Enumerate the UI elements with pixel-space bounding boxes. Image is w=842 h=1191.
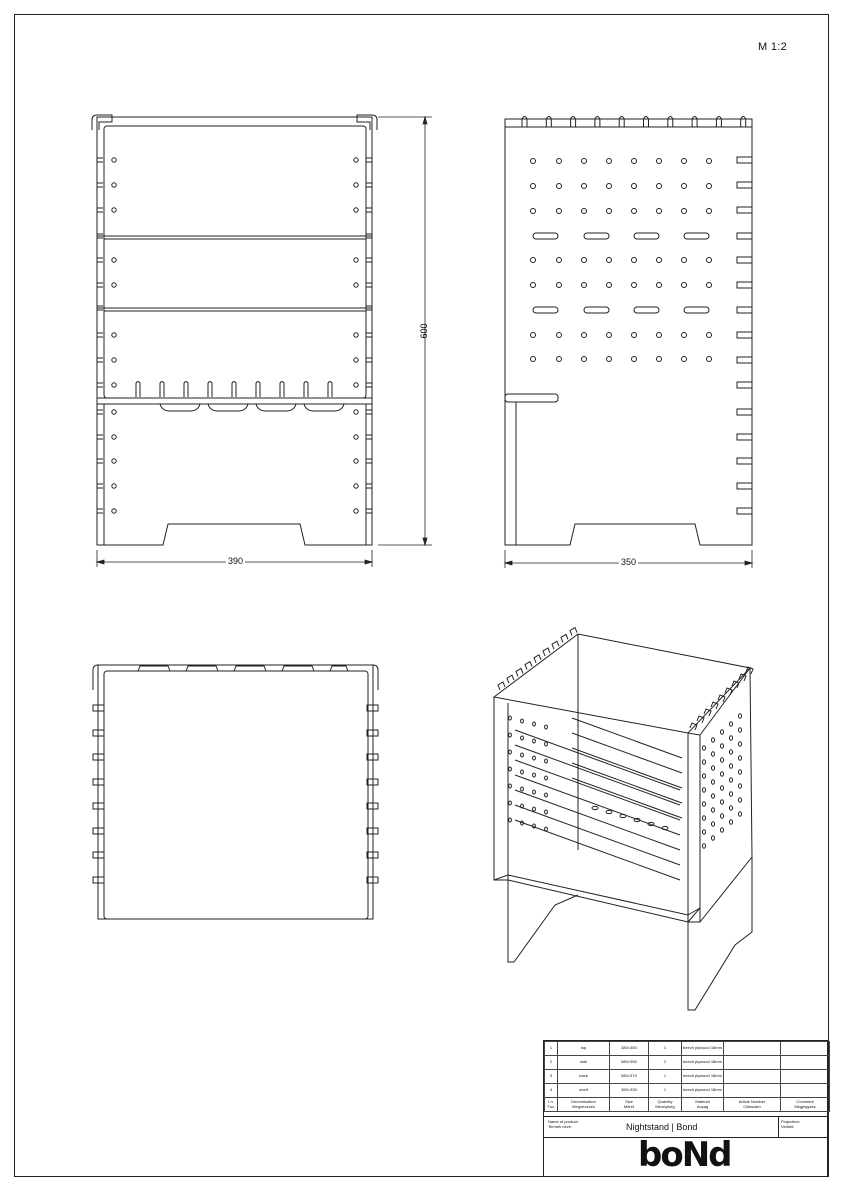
side-hole	[531, 159, 536, 164]
iso-hole	[509, 801, 512, 805]
table-cell-denomination: shelf	[558, 1084, 610, 1098]
table-cell-no: 3	[545, 1070, 558, 1084]
iso-right-finger	[725, 688, 732, 695]
table-cell-quantity: 1	[649, 1070, 682, 1084]
table-header-material: Material Anyag	[682, 1098, 724, 1112]
iso-hole	[521, 719, 524, 723]
front-edge-slot	[97, 208, 103, 212]
side-hole	[632, 209, 637, 214]
side-right-finger	[737, 257, 752, 263]
side-slot	[634, 307, 659, 313]
side-hole	[657, 159, 662, 164]
iso-hole	[730, 778, 733, 782]
side-hole	[557, 184, 562, 189]
iso-hole	[545, 742, 548, 746]
iso-top-finger	[498, 682, 505, 690]
side-hole	[531, 184, 536, 189]
side-hole	[582, 159, 587, 164]
table-cell-quantity: 1	[649, 1084, 682, 1098]
front-tabs	[136, 382, 344, 412]
table-cell-article-number	[724, 1070, 781, 1084]
dim-height-label: 600	[419, 323, 429, 339]
front-hole	[112, 183, 116, 187]
iso-hole	[739, 728, 742, 732]
side-top-finger	[644, 117, 649, 128]
iso-hole	[721, 828, 724, 832]
front-edge-slot	[366, 183, 372, 187]
side-right-finger	[737, 182, 752, 188]
iso-top-finger	[525, 662, 532, 670]
front-edge-slot	[97, 509, 103, 513]
front-edge-slot	[366, 484, 372, 488]
side-hole	[707, 357, 712, 362]
side-hole	[707, 184, 712, 189]
table-header-article-number: Article Number Cikkszám	[724, 1098, 781, 1112]
side-hole	[682, 258, 687, 263]
iso-hole	[730, 750, 733, 754]
table-header-quantity: Quantity Mennyiség	[649, 1098, 682, 1112]
side-hole	[632, 357, 637, 362]
front-edge-slot	[366, 333, 372, 337]
side-slot	[533, 307, 558, 313]
table-cell-comment	[781, 1084, 830, 1098]
side-right-finger	[737, 207, 752, 213]
table-cell-article-number	[724, 1084, 781, 1098]
front-edge-slot	[366, 435, 372, 439]
table-cell-article-number	[724, 1056, 781, 1070]
side-hole	[682, 184, 687, 189]
side-hole	[607, 184, 612, 189]
name-of-product-label: Name of product: Termék neve:	[548, 1119, 579, 1129]
front-hole	[354, 484, 358, 488]
side-right-finger	[737, 233, 752, 239]
iso-hole	[730, 722, 733, 726]
table-cell-quantity: 1	[649, 1042, 682, 1056]
side-hole	[607, 283, 612, 288]
front-hole	[354, 158, 358, 162]
bottom-view	[93, 665, 378, 919]
iso-hole	[662, 826, 668, 829]
side-right-finger	[737, 434, 752, 440]
front-edge-slot	[97, 358, 103, 362]
iso-hole	[739, 784, 742, 788]
table-cell-comment	[781, 1070, 830, 1084]
front-edge-slot	[366, 383, 372, 387]
iso-hole	[721, 786, 724, 790]
table-cell-comment	[781, 1056, 830, 1070]
iso-hole	[721, 800, 724, 804]
side-hole	[607, 333, 612, 338]
side-hole	[657, 209, 662, 214]
side-hole	[682, 283, 687, 288]
iso-hole	[712, 752, 715, 756]
iso-hole	[721, 772, 724, 776]
iso-hole	[509, 750, 512, 754]
iso-hole	[730, 820, 733, 824]
bottom-outline	[98, 665, 373, 919]
front-edge-slot	[366, 208, 372, 212]
table-cell-no: 4	[545, 1084, 558, 1098]
table-row	[545, 1084, 830, 1098]
side-hole	[531, 283, 536, 288]
side-hole	[531, 209, 536, 214]
iso-hole	[545, 759, 548, 763]
side-top-finger	[741, 117, 746, 128]
side-hole	[657, 258, 662, 263]
front-hole	[112, 333, 116, 337]
iso-hole	[703, 746, 706, 750]
side-hole	[531, 357, 536, 362]
iso-hole	[721, 744, 724, 748]
side-top-finger	[522, 117, 527, 128]
iso-hole	[730, 792, 733, 796]
table-cell-material: beech plywood 18mm	[682, 1056, 724, 1070]
front-hole	[112, 509, 116, 513]
iso-top-finger	[570, 628, 577, 636]
table-row	[545, 1056, 830, 1070]
iso-hole	[509, 767, 512, 771]
side-right-finger	[737, 508, 752, 514]
iso-hole	[533, 722, 536, 726]
iso-hole	[545, 810, 548, 814]
front-hole	[354, 333, 358, 337]
side-hole	[632, 283, 637, 288]
title-block	[543, 1040, 828, 1177]
side-hole	[707, 333, 712, 338]
side-top-finger	[619, 117, 624, 128]
front-hole	[354, 183, 358, 187]
front-hole	[112, 484, 116, 488]
iso-hole	[545, 725, 548, 729]
iso-hole	[712, 738, 715, 742]
iso-hole	[545, 827, 548, 831]
iso-hole	[545, 776, 548, 780]
front-hole	[354, 383, 358, 387]
front-hole	[112, 410, 116, 414]
side-top-finger	[716, 117, 721, 128]
side-hole	[682, 209, 687, 214]
front-hole	[112, 358, 116, 362]
table-cell-material: beech plywood 18mm	[682, 1084, 724, 1098]
front-edge-slot	[97, 158, 103, 162]
front-hole	[354, 509, 358, 513]
front-view	[92, 115, 377, 545]
iso-hole	[509, 733, 512, 737]
iso-top-finger	[543, 648, 550, 656]
iso-hole	[509, 716, 512, 720]
front-edge-slot	[97, 484, 103, 488]
side-hole	[557, 258, 562, 263]
iso-hole	[739, 742, 742, 746]
iso-hole	[521, 736, 524, 740]
table-cell-no: 2	[545, 1056, 558, 1070]
front-edge-slot	[97, 333, 103, 337]
projection-box	[778, 1117, 828, 1137]
dim-side-width-label: 350	[621, 557, 637, 567]
side-hole	[707, 283, 712, 288]
iso-hole	[533, 739, 536, 743]
side-hole	[557, 283, 562, 288]
side-top-finger	[668, 117, 673, 128]
iso-hole	[521, 753, 524, 757]
scale-label: M 1:2	[758, 41, 788, 53]
iso-hole	[739, 798, 742, 802]
side-hole	[582, 357, 587, 362]
side-outline	[505, 119, 752, 545]
iso-hole	[521, 787, 524, 791]
iso-hole	[712, 794, 715, 798]
side-hole	[557, 209, 562, 214]
front-hole	[112, 435, 116, 439]
side-hole	[682, 357, 687, 362]
iso-hole	[712, 780, 715, 784]
iso-hole	[521, 770, 524, 774]
front-edge-slot	[366, 459, 372, 463]
iso-top-finger	[507, 675, 514, 683]
table-cell-denomination: top	[558, 1042, 610, 1056]
side-hole	[632, 184, 637, 189]
front-hole	[112, 208, 116, 212]
front-outline	[97, 117, 372, 545]
iso-hole	[739, 756, 742, 760]
iso-hole	[712, 836, 715, 840]
iso-hole	[739, 714, 742, 718]
side-top-finger	[571, 117, 576, 128]
front-hole	[112, 283, 116, 287]
front-edge-slot	[366, 509, 372, 513]
brand-logo: boNd	[638, 1135, 731, 1175]
side-hole	[582, 258, 587, 263]
side-hole	[607, 357, 612, 362]
table-cell-material: beech plywood 18mm	[682, 1042, 724, 1056]
iso-hole	[620, 814, 626, 817]
front-edge-slot	[366, 358, 372, 362]
side-hole	[607, 209, 612, 214]
table-cell-size: 380×350	[610, 1042, 649, 1056]
side-hole	[632, 159, 637, 164]
iso-hole	[545, 793, 548, 797]
table-row	[545, 1042, 830, 1056]
iso-hole	[703, 844, 706, 848]
side-hole	[582, 209, 587, 214]
table-cell-article-number	[724, 1042, 781, 1056]
side-top-finger	[692, 117, 697, 128]
iso-top-finger	[516, 668, 523, 676]
dim-front-width-label: 390	[228, 556, 244, 566]
side-hole	[657, 184, 662, 189]
side-hole	[707, 209, 712, 214]
side-hole	[582, 333, 587, 338]
iso-top-finger	[552, 641, 559, 649]
side-hole	[682, 159, 687, 164]
side-right-finger	[737, 307, 752, 313]
side-hole	[707, 159, 712, 164]
front-hole	[354, 435, 358, 439]
side-slot	[634, 233, 659, 239]
side-hole	[657, 333, 662, 338]
front-hole	[112, 383, 116, 387]
side-right-finger	[737, 157, 752, 163]
side-hole	[607, 258, 612, 263]
front-edge-slot	[97, 258, 103, 262]
parts-table	[544, 1041, 830, 1112]
iso-hole	[739, 770, 742, 774]
side-hole	[557, 357, 562, 362]
table-cell-comment	[781, 1042, 830, 1056]
side-top-finger	[546, 117, 551, 128]
side-hole	[531, 333, 536, 338]
front-edge-slot	[97, 383, 103, 387]
table-row	[545, 1070, 830, 1084]
table-cell-material: beech plywood 18mm	[682, 1070, 724, 1084]
front-hole	[354, 258, 358, 262]
side-top-finger	[595, 117, 600, 128]
side-right-finger	[737, 483, 752, 489]
side-hole	[707, 258, 712, 263]
side-hole	[531, 258, 536, 263]
iso-top	[494, 634, 750, 733]
product-name: Nightstand | Bond	[626, 1122, 698, 1132]
side-right-finger	[737, 332, 752, 338]
table-cell-no: 1	[545, 1042, 558, 1056]
iso-hole	[703, 774, 706, 778]
front-edge-slot	[97, 435, 103, 439]
iso-hole	[703, 788, 706, 792]
side-hole	[557, 333, 562, 338]
front-hole	[354, 208, 358, 212]
iso-hole	[533, 773, 536, 777]
front-hole	[112, 459, 116, 463]
side-slot	[584, 307, 609, 313]
side-slot	[584, 233, 609, 239]
front-edge-slot	[366, 283, 372, 287]
side-view	[505, 119, 752, 545]
table-header-no: I.n. T.sz.	[545, 1098, 558, 1112]
side-right-finger	[737, 409, 752, 415]
iso-hole	[721, 814, 724, 818]
iso-hole	[703, 802, 706, 806]
iso-right-finger	[746, 667, 753, 674]
iso-hole	[712, 808, 715, 812]
side-hole	[657, 283, 662, 288]
side-hole	[682, 333, 687, 338]
iso-hole	[721, 758, 724, 762]
projection-label: Projection: Vetület:	[781, 1119, 800, 1129]
iso-hole	[730, 806, 733, 810]
iso-hole	[509, 784, 512, 788]
iso-hole	[730, 736, 733, 740]
iso-hole	[712, 766, 715, 770]
iso-hole	[739, 812, 742, 816]
side-slot	[533, 233, 558, 239]
side-right-finger	[737, 458, 752, 464]
side-right-finger	[737, 282, 752, 288]
iso-hole	[606, 810, 612, 813]
iso-hole	[703, 830, 706, 834]
front-hole	[354, 410, 358, 414]
iso-hole	[533, 807, 536, 811]
table-cell-quantity: 2	[649, 1056, 682, 1070]
side-hole	[607, 159, 612, 164]
iso-hole	[721, 730, 724, 734]
iso-hole	[712, 822, 715, 826]
table-cell-denomination: back	[558, 1070, 610, 1084]
table-header-denomination: Denomination Megnevezés	[558, 1098, 610, 1112]
front-hole	[354, 283, 358, 287]
front-edge-slot	[97, 459, 103, 463]
side-hole	[582, 283, 587, 288]
table-header-size: Size Méret	[610, 1098, 649, 1112]
front-hole	[112, 158, 116, 162]
iso-hole	[533, 790, 536, 794]
front-edge-slot	[366, 410, 372, 414]
front-edge-slot	[366, 158, 372, 162]
side-hole	[582, 184, 587, 189]
iso-hole	[703, 816, 706, 820]
iso-hole	[730, 764, 733, 768]
iso-shelf-rails	[515, 718, 682, 880]
front-hole	[112, 258, 116, 262]
iso-top-finger	[561, 634, 568, 642]
side-hole	[557, 159, 562, 164]
dimension-lines	[97, 117, 752, 568]
iso-hole	[533, 756, 536, 760]
front-hole	[354, 459, 358, 463]
table-cell-size: 350×330	[610, 1084, 649, 1098]
side-right-finger	[737, 382, 752, 388]
front-edge-slot	[97, 283, 103, 287]
side-hole	[632, 258, 637, 263]
side-hole	[657, 357, 662, 362]
iso-right-finger	[690, 723, 697, 730]
front-edge-slot	[366, 258, 372, 262]
table-header-comment: Comment Megjegyzés	[781, 1098, 830, 1112]
table-cell-denomination: side	[558, 1056, 610, 1070]
side-hole	[632, 333, 637, 338]
iso-hole	[592, 806, 598, 809]
front-hole	[354, 358, 358, 362]
side-slot	[684, 307, 709, 313]
iso-top-finger	[534, 655, 541, 663]
table-header-row	[545, 1098, 830, 1112]
side-right-finger	[737, 357, 752, 363]
iso-hole	[703, 760, 706, 764]
table-cell-size: 580×370	[610, 1070, 649, 1084]
front-edge-slot	[97, 410, 103, 414]
front-edge-slot	[97, 183, 103, 187]
table-cell-size: 580×350	[610, 1056, 649, 1070]
sheet-border	[15, 15, 829, 1177]
iso-hole	[509, 818, 512, 822]
side-slot	[684, 233, 709, 239]
